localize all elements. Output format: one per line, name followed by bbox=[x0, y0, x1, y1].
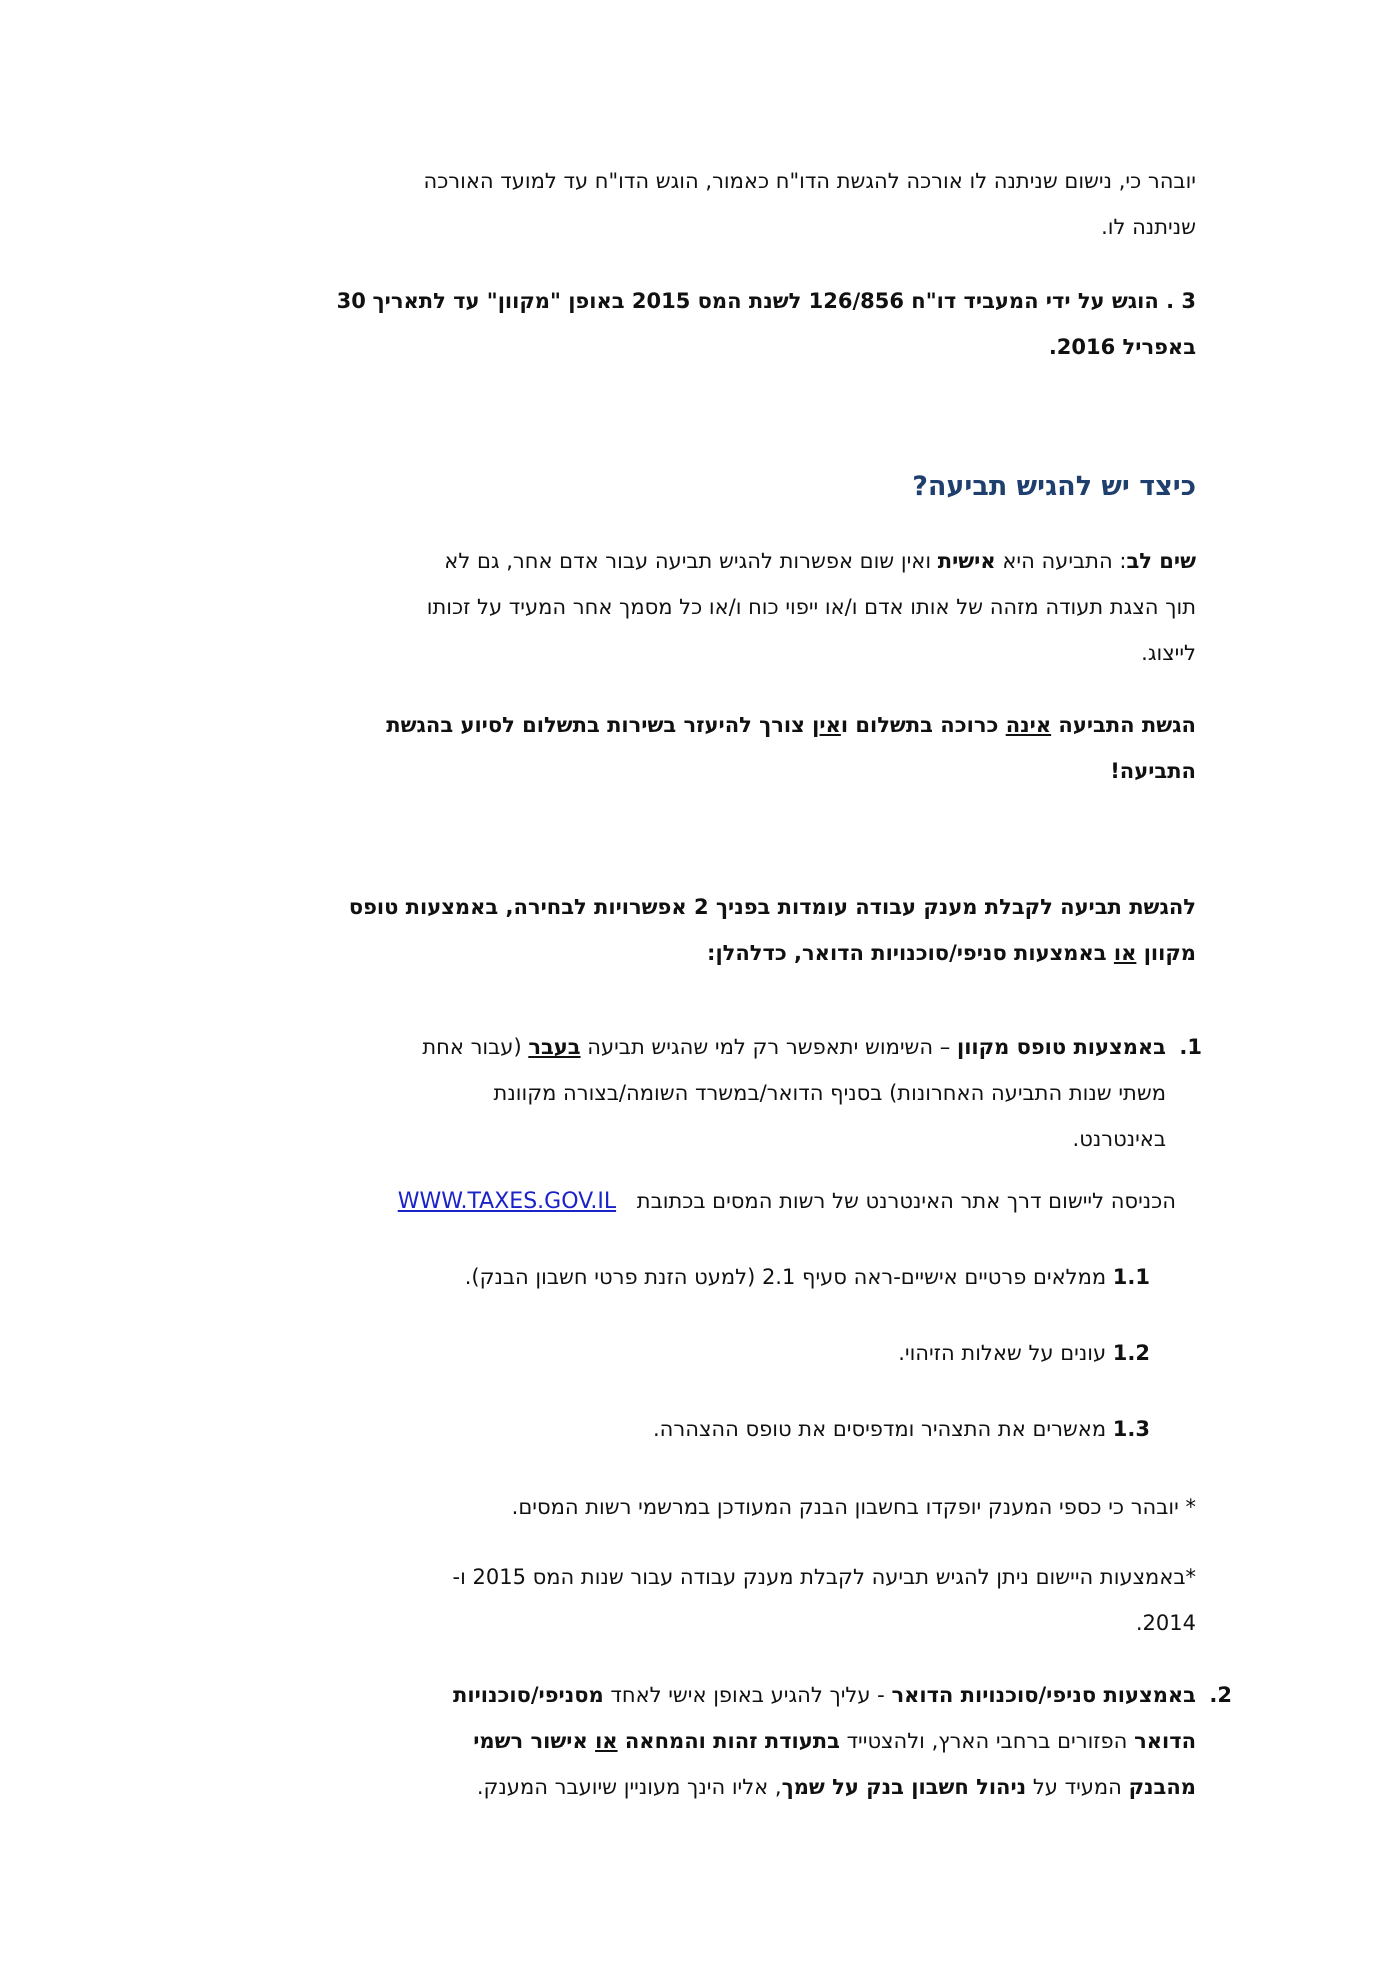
text-bold: אישור רשמי bbox=[473, 1729, 596, 1753]
paragraph-entry bbox=[226, 1178, 1176, 1225]
text-underlined: או bbox=[1113, 941, 1137, 965]
note-bank-account: * יובהר כי כספי המענק יופקדו בחשבון הבנק המעודכן במרשמי רשות המסים. bbox=[511, 1495, 1196, 1519]
paragraph-line: משתי שנות התביעה האחרונות) בסניף הדואר/במשרד השומה/בצורה מקוונת bbox=[493, 1081, 1166, 1105]
text: הגשת התביעה bbox=[1051, 713, 1196, 737]
paragraph-line bbox=[210, 278, 1196, 324]
paragraph-no-payment bbox=[210, 702, 1196, 794]
paragraph-line bbox=[210, 702, 1196, 748]
paragraph-two-options bbox=[210, 884, 1196, 976]
sub-item-number: 1.3 bbox=[1112, 1417, 1150, 1441]
text: מקוון bbox=[1136, 941, 1196, 965]
sub-item-1-3 bbox=[210, 1406, 1150, 1452]
paragraph-line: 2014. bbox=[1135, 1611, 1196, 1635]
paragraph-line bbox=[210, 1672, 1196, 1718]
paragraph-line: התביעה! bbox=[1110, 759, 1196, 783]
list-item-post-office bbox=[210, 1672, 1232, 1810]
text: כרוכה בתשלום ו bbox=[840, 713, 1006, 737]
text: (עבור אחת bbox=[422, 1035, 529, 1059]
text: – השימוש יתאפשר רק למי שהגיש תביעה bbox=[580, 1035, 957, 1059]
taxes-website-link[interactable]: WWW.TAXES.GOV.IL bbox=[397, 1189, 617, 1214]
text: , אליו הינך מעוניין שיועבר המענק. bbox=[476, 1775, 782, 1799]
sub-item-number: 1.1 bbox=[1112, 1265, 1150, 1289]
text: : התביעה היא bbox=[995, 549, 1127, 573]
text-bold: באמצעות סניפי/סוכנויות הדואר bbox=[891, 1683, 1196, 1707]
text: ואין שום אפשרות להגיש תביעה עבור אדם אחר, bbox=[506, 549, 938, 573]
paragraph-employer-report bbox=[210, 278, 1196, 370]
text-bold: 30 bbox=[336, 289, 366, 313]
text-bold: אישית bbox=[937, 549, 996, 573]
list-number: 2. bbox=[1209, 1683, 1232, 1707]
paragraph-line: יובהר כי, נישום שניתנה לו אורכה להגשת הדו"ח כאמור, הוגש הדו"ח עד למועד האורכה bbox=[423, 169, 1196, 193]
text: הפזורים ברחבי הארץ, ולהצטייד bbox=[839, 1729, 1135, 1753]
text-underlined: בעבר bbox=[528, 1035, 581, 1059]
sub-item-text: מאשרים את התצהיר ומדפיסים את טופס ההצהרה. bbox=[653, 1417, 1113, 1441]
text-underlined: אינה bbox=[1005, 713, 1052, 737]
text-bold: באמצעות טופס מקוון bbox=[956, 1035, 1166, 1059]
sub-item-number: 1.2 bbox=[1112, 1341, 1150, 1365]
note-tax-years bbox=[210, 1554, 1196, 1646]
text: המעיד על bbox=[1026, 1775, 1129, 1799]
list-number: 1. bbox=[1179, 1035, 1202, 1059]
text-underlined: או bbox=[595, 1729, 618, 1753]
text-underlined: אין bbox=[812, 713, 841, 737]
text-bold: ניהול חשבון בנק על שמך bbox=[781, 1775, 1027, 1799]
text-bold: מסניפי/סוכנויות bbox=[453, 1683, 604, 1707]
text: - עליך להגיע באופן אישי לאחד bbox=[603, 1683, 892, 1707]
text-bold: שים לב bbox=[1126, 549, 1196, 573]
paragraph-line bbox=[210, 1764, 1196, 1810]
paragraph-extension bbox=[210, 158, 1196, 250]
paragraph-personal-claim bbox=[210, 538, 1196, 676]
sub-item-text: עונים על שאלות הזיהוי. bbox=[898, 1341, 1113, 1365]
text: באמצעות סניפי/סוכנויות הדואר, כדלהלן: bbox=[707, 941, 1114, 965]
paragraph-line: באפריל 2016. bbox=[1048, 335, 1196, 359]
paragraph-line bbox=[210, 930, 1196, 976]
paragraph-line: לייצוג. bbox=[1141, 641, 1196, 665]
sub-item-text: ממלאים פרטיים אישיים-ראה סעיף 2.1 (למעט הזנת פרטי חשבון הבנק). bbox=[464, 1265, 1113, 1289]
paragraph-line: תוך הצגת תעודה מזהה של אותו אדם ו/או ייפוי כוח ו/או כל מסמך אחר המעיד על זכותו bbox=[426, 595, 1196, 619]
text-bold: מהבנק bbox=[1128, 1775, 1196, 1799]
section-heading: כיצד יש להגיש תביעה? bbox=[912, 471, 1196, 502]
text-bold: בתעודת זהות והמחאה bbox=[617, 1729, 840, 1753]
paragraph-line bbox=[210, 1024, 1166, 1070]
sub-item-1-2 bbox=[210, 1330, 1150, 1376]
text: צורך להיעזר בשירות בתשלום לסיוע בהגשת bbox=[386, 713, 813, 737]
paragraph-line bbox=[210, 1718, 1196, 1764]
paragraph-line bbox=[210, 538, 1196, 584]
paragraph-line: שניתנה לו. bbox=[1101, 215, 1196, 239]
paragraph-line: להגשת תביעה לקבלת מענק עבודה עומדות בפניך 2 אפשרויות לבחירה, באמצעות טופס bbox=[348, 895, 1196, 919]
paragraph-line: באינטרנט. bbox=[1072, 1127, 1166, 1151]
paragraph-line: *באמצעות היישום ניתן להגיש תביעה לקבלת מענק עבודה עבור שנות המס 2015 ו- bbox=[452, 1565, 1196, 1589]
text-bold: הדואר bbox=[1134, 1729, 1196, 1753]
sub-item-1-1 bbox=[210, 1254, 1150, 1300]
text: הכניסה ליישום דרך אתר האינטרנט של רשות המסים בכתובת bbox=[636, 1189, 1176, 1213]
text-bold: 3 . הוגש על ידי המעביד דו"ח 126/856 לשנת המס 2015 באופן "מקוון" עד לתאריך bbox=[372, 289, 1196, 313]
text: גם לא bbox=[444, 549, 507, 573]
list-item-online bbox=[210, 1024, 1202, 1162]
